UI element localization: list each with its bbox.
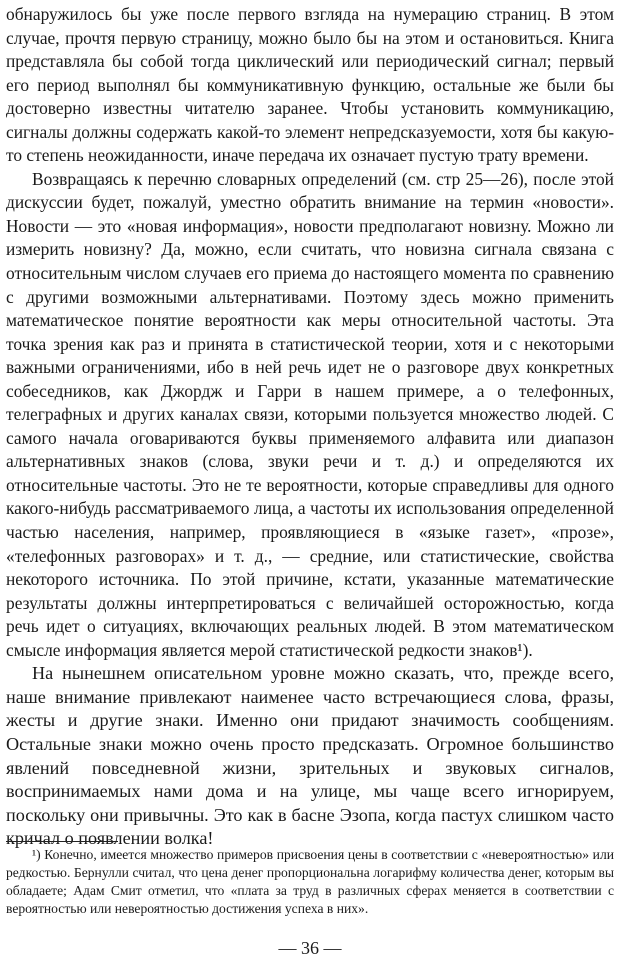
page-body	[6, 3, 614, 851]
paragraph-descriptive-level: На нынешнем описательном уровне можно сказать, что, прежде всего, наше внимание привлекают наименее часто встречающиеся слова, фразы, жесты и другие знаки. Именно они придают значимость сообщениям. Остальные знаки можно очень просто предсказать. Огромное большинство явлений повседневной жизни, зрительных и звуковых сигналов, воспринимаемых нами дома и на улице, мы чаще всего игнорируем, поскольку они привычны. Это как в басне Эзопа, когда пастух слишком часто кричал о появлении волка!	[6, 663, 614, 849]
footnote: ¹) Конечно, имеется множество примеров присвоения цены в соответствии с «невероятностью» или редкостью. Бернулли считал, что цена денег пропорциональна логарифму количества денег, которым вы обладаете; Адам Смит отметил, что «плата за труд в различных сферах меняется в соответствии с вероятностью или невероятностью достижения успеха в них».	[6, 847, 614, 916]
paragraph-news-novelty: Возвращаясь к перечню словарных определений (см. стр 25—26), после этой дискуссии будет, пожалуй, уместно обратить внимание на термин «новости». Новости — это «новая информация», новости предполагают новизну. Можно ли измерить новизну? Да, можно, если считать, что новизна сигнала связана с относительным числом случаев его приема до настоящего момента по сравнению с другими возможными альтернативами. Поэтому здесь можно применить математическое понятие вероятности как меры относительной частоты. Эта точка зрения как раз и принята в статистической теории, хотя и с некоторыми важными ограничениями, ибо в ней речь идет не о разговоре двух конкретных собеседников, как Джордж и Гарри в нашем примере, а о телефонных, телеграфных и других каналах связи, которыми пользуется множество людей. С самого начала оговариваются буквы применяемого алфавита или диапазон альтернативных знаков (слова, звуки речи и т. д.) и определяются их относительные частоты. Это не те вероятности, которые справедливы для одного какого-нибудь рассматриваемого лица, а частоты их использования определенной частью населения, например, проявляющиеся в «языке газет», «прозе», «телефонных разговорах» и т. д., — средние, или статистические, свойства некоторого источника. По этой причине, кстати, указанные математические результаты должны интерпретироваться с величайшей осторожностью, когда речь идет о ситуациях, включающих реальных людей. В этом математическом смысле информация является мерой статистической редкости знаков¹).	[6, 168, 614, 660]
footnote-divider	[6, 841, 118, 842]
page-number: — 36 —	[278, 938, 342, 958]
paragraph-continuation: обнаружилось бы уже после первого взгляда на нумерацию страниц. В этом случае, прочтя первую страницу, можно было бы на этом и остановиться. Книга представляла бы собой тогда циклический или периодический сигнал; первый его период выполнял бы коммуникативную функцию, остальные же были бы достоверно известны читателю заранее. Чтобы установить коммуникацию, сигналы должны содержать какой-то элемент непредсказуемости, хотя бы какую-то степень неожиданности, иначе передача их означает пустую трату времени.	[6, 4, 614, 166]
